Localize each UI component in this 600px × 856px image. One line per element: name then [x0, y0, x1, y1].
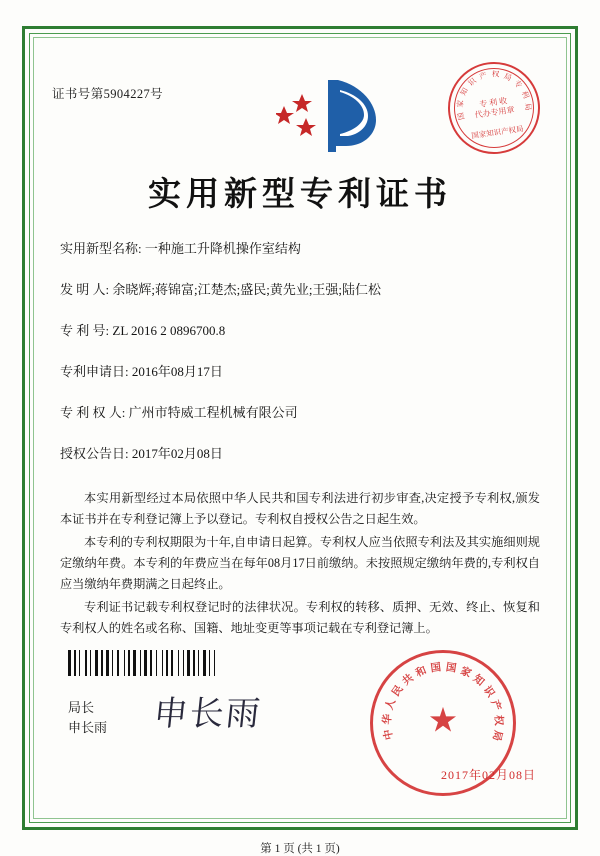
director-block: [68, 698, 107, 738]
field-value: 2017年02月08日: [131, 446, 223, 461]
patent-office-seal: [442, 56, 546, 160]
director-name: 申长雨: [68, 720, 108, 735]
page-number: 第 1 页 (共 1 页): [260, 843, 340, 855]
seal-date: 2017年02月08日: [440, 768, 536, 782]
field-value: 广州市特威工程机械有限公司: [128, 405, 298, 420]
field-label: 实用新型名称:: [60, 241, 142, 256]
legal-body-text: [60, 488, 540, 641]
director-title: 局长: [68, 700, 95, 715]
field-label: 专 利 号:: [60, 323, 110, 338]
body-paragraph: 本实用新型经过本局依照中华人民共和国专利法进行初步审查,决定授予专利权,颁发本证书并在专利登记簿上予以登记。专利权自授权公告之日起生效。: [60, 491, 540, 526]
field-list: [60, 240, 540, 486]
body-paragraph: 本专利的专利权期限为十年,自申请日起算。专利权人应当依照专利法及其实施细则规定缴纳年费。本专利的年费应当在每年08月17日前缴纳。未按照规定缴纳年费的,专利权自应当缴纳年费期满之日起终止。: [60, 535, 540, 591]
field-row: [60, 363, 540, 380]
field-label: 授权公告日:: [60, 446, 129, 461]
seal-center-text: 专 利 收 代办专用章: [474, 96, 516, 120]
national-seal: ★ 中 华 人 民 共 和 国 国 家 知 识 产 权 局: [370, 650, 516, 796]
field-row: [60, 404, 540, 421]
body-paragraph: 专利证书记载专利权登记时的法律状况。专利权的转移、质押、无效、终止、恢复和专利权人的姓名或名称、国籍、地址变更等事项记载在专利登记簿上。: [60, 600, 540, 635]
seal-bottom-text: 国家知识产权局: [470, 124, 525, 141]
field-row: [60, 281, 540, 298]
national-emblem-icon: ★: [427, 702, 459, 740]
field-value: ZL 2016 2 0896700.8: [112, 323, 226, 338]
field-row: [60, 240, 540, 257]
page-title: 实用新型专利证书: [148, 174, 452, 213]
field-row: [60, 322, 540, 339]
seal-arc-text-top: 国 家 知 识 产 权 局 专 利 局: [455, 69, 533, 121]
field-value: 一种施工升降机操作室结构: [144, 241, 301, 256]
field-value: 余晓辉;蒋锦富;江楚杰;盛民;黄先业;王强;陆仁松: [112, 282, 382, 297]
field-label: 专 利 权 人:: [60, 405, 126, 420]
field-value: 2016年08月17日: [131, 364, 223, 379]
field-label: 发 明 人:: [60, 282, 110, 297]
barcode: [68, 650, 246, 676]
field-label: 专利申请日:: [60, 364, 129, 379]
certificate-content: [44, 50, 556, 855]
certificate-number: 证书号第5904227号: [52, 87, 164, 101]
handwritten-signature: 申长雨: [151, 694, 264, 734]
patent-emblem-icon: [276, 72, 396, 158]
field-row: [60, 445, 540, 462]
